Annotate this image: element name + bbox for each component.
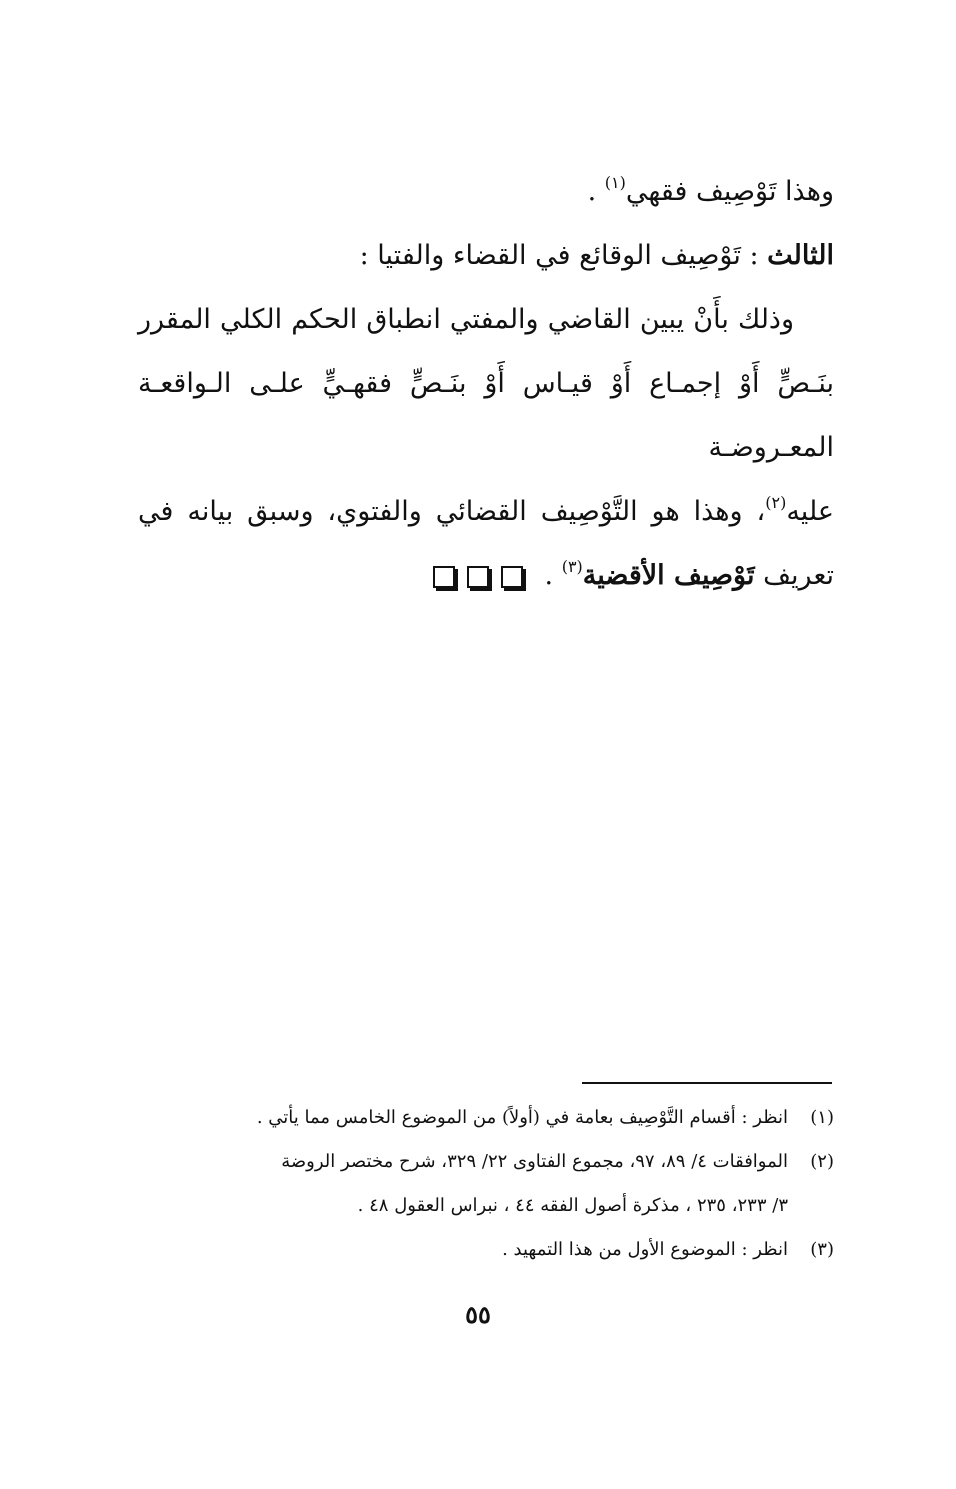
section-label: الثالث — [767, 240, 834, 271]
footnote-text: الموافقات ٤/ ٨٩، ٩٧، مجموع الفتاوى ٢٢/ ٣٢٩، شرح مختصر الروضة — [281, 1151, 788, 1172]
footnote-1 — [136, 1096, 834, 1140]
footnote-2 — [136, 1140, 834, 1228]
text-line-1: وهذا تَوْصِيف فقهي$^{(١)}$ . — [587, 173, 834, 207]
page-number: ٥٥ — [465, 1300, 491, 1329]
paragraph-line-4: تعريف تَوْصِيف الأقضية$^{(٣)}$ . — [544, 557, 834, 591]
separator-box-icon — [501, 566, 523, 588]
footnote-rule — [582, 1082, 832, 1084]
separator-box-icon — [433, 566, 455, 588]
section-separator — [0, 566, 956, 588]
footnote-number: (١) — [810, 1107, 834, 1128]
section-title: : تَوْصِيف الوقائع في القضاء والفتيا : — [359, 240, 768, 271]
footnotes — [136, 1096, 834, 1272]
paragraph-line-1: وذلك بأَنْ يبين القاضي والمفتي انطباق الحكم الكلي المقرر — [138, 304, 794, 335]
footnote-ref-3: (٣) — [561, 557, 583, 576]
footnote-text: انظر : الموضوع الأول من هذا التمهيد . — [502, 1239, 788, 1260]
footnote-ref-2: (٢) — [765, 493, 787, 512]
footnote-number: (٢) — [810, 1151, 834, 1172]
footnote-number: (٣) — [810, 1239, 834, 1260]
paragraph-line-3: عليه$^{(٢)}$، وهذا هو التَّوْصِيف القضائي والفتوي، وسبق بيانه في — [138, 493, 834, 527]
section-heading — [138, 224, 834, 288]
main-text — [138, 160, 834, 608]
footnote-text: انظر : أقسام التَّوْصِيف بعامة في (أولاً) من الموضوع الخامس مما يأتي . — [256, 1107, 788, 1128]
footnote-text-continued: ٣/ ٢٣٣، ٢٣٥ ، مذكرة أصول الفقه ٤٤ ، نبراس العقول ٤٨ . — [357, 1195, 788, 1216]
separator-box-icon — [467, 566, 489, 588]
footnote-3 — [136, 1228, 834, 1272]
footnote-ref-1: (١) — [604, 173, 626, 192]
paragraph-line-2: بنَـصٍّ أَوْ إجمـاع أَوْ قيـاس أَوْ بنَـصٍّ فقهـيٍّ علـى الـواقعـة المعـروضـة — [138, 368, 834, 463]
